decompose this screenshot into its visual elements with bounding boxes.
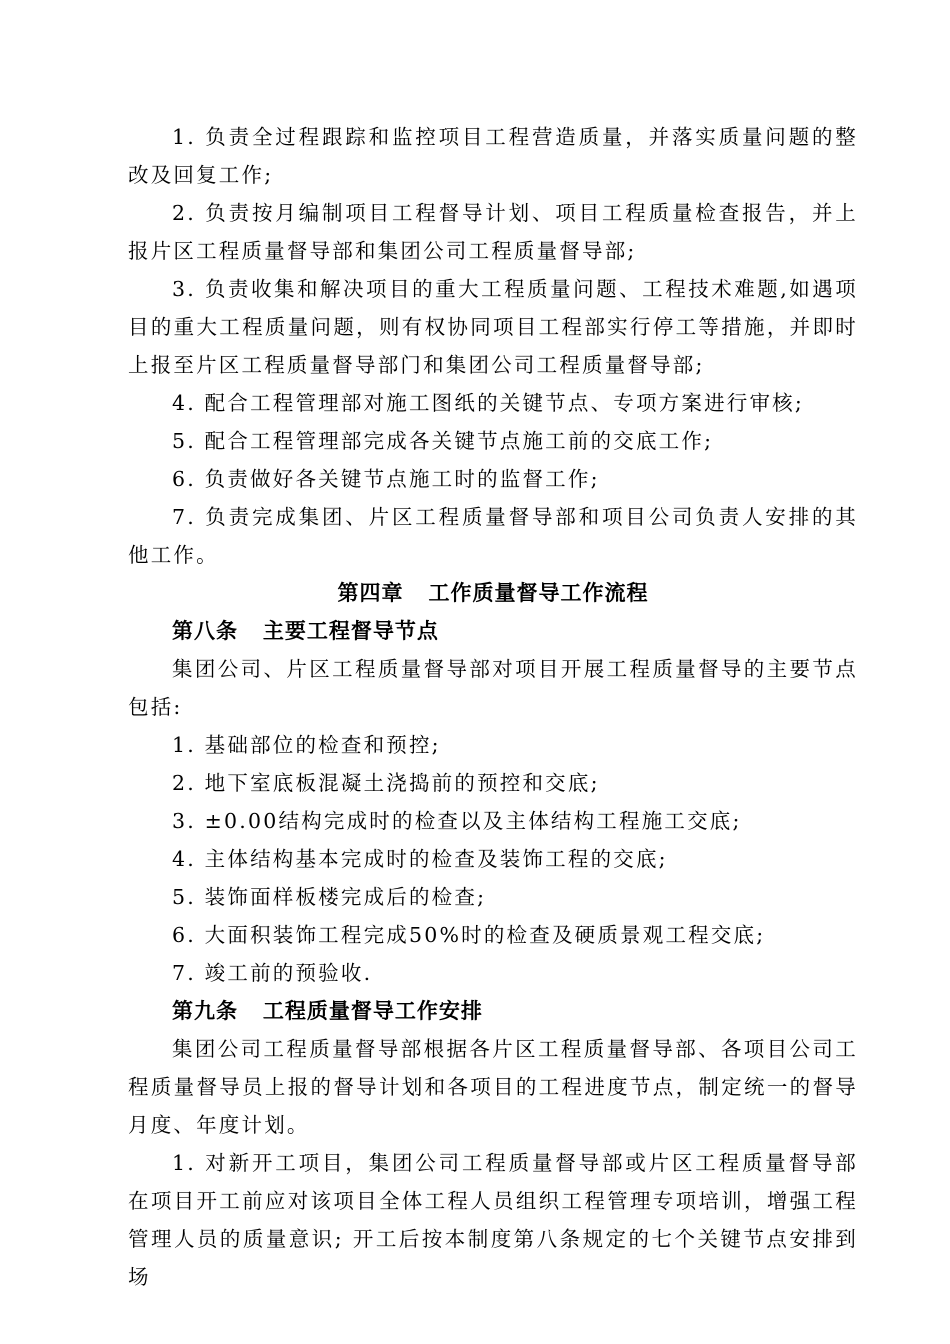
duty-item-2: 2. 负责按月编制项目工程督导计划、项目工程质量检查报告，并上报片区工程质量督导部和集团公司工程质量督导部;: [128, 201, 858, 263]
node-item-6: 6. 大面积装饰工程完成50%时的检查及硬质景观工程交底;: [172, 923, 766, 947]
duty-item-3: 3. 负责收集和解决项目的重大工程质量问题、工程技术难题,如遇项目的重大工程质量问题，则有权协同项目工程部实行停工等措施，并即时上报至片区工程质量督导部门和集团公司工程质量督导部;: [128, 277, 858, 377]
duty-item-6: 6. 负责做好各关键节点施工时的监督工作;: [172, 467, 600, 491]
node-item-2: 2. 地下室底板混凝土浇捣前的预控和交底;: [172, 771, 600, 795]
duty-item-5: 5. 配合工程管理部完成各关键节点施工前的交底工作;: [172, 429, 714, 453]
duty-item-7: 7. 负责完成集团、片区工程质量督导部和项目公司负责人安排的其他工作。: [128, 505, 858, 567]
node-item-1: 1. 基础部位的检查和预控;: [172, 733, 441, 757]
arrangement-item-1: 1. 对新开工项目，集团公司工程质量督导部或片区工程质量督导部在项目开工前应对该项目全体工程人员组织工程管理专项培训，增强工程管理人员的质量意识; 开工后按本制度第八条规定的七个关键节点安排到场: [128, 1151, 858, 1289]
document-page: [128, 118, 858, 1296]
article-8-heading: 第八条 主要工程督导节点: [172, 618, 439, 643]
duty-item-4: 4. 配合工程管理部对施工图纸的关键节点、专项方案进行审核;: [172, 391, 804, 415]
node-item-3: 3. ±0.00结构完成时的检查以及主体结构工程施工交底;: [172, 809, 742, 833]
article-8-intro: 集团公司、片区工程质量督导部对项目开展工程质量督导的主要节点包括:: [128, 657, 858, 719]
article-9-heading: 第九条 工程质量督导工作安排: [172, 998, 483, 1023]
node-item-4: 4. 主体结构基本完成时的检查及装饰工程的交底;: [172, 847, 668, 871]
duty-item-1: 1. 负责全过程跟踪和监控项目工程营造质量，并落实质量问题的整改及回复工作;: [128, 125, 858, 187]
article-9-intro: 集团公司工程质量督导部根据各片区工程质量督导部、各项目公司工程质量督导员上报的督导计划和各项目的工程进度节点，制定统一的督导月度、年度计划。: [128, 1037, 858, 1137]
node-item-7: 7. 竣工前的预验收.: [172, 961, 373, 985]
node-item-5: 5. 装饰面样板楼完成后的检查;: [172, 885, 487, 909]
chapter-title: 第四章 工作质量督导工作流程: [337, 580, 649, 605]
